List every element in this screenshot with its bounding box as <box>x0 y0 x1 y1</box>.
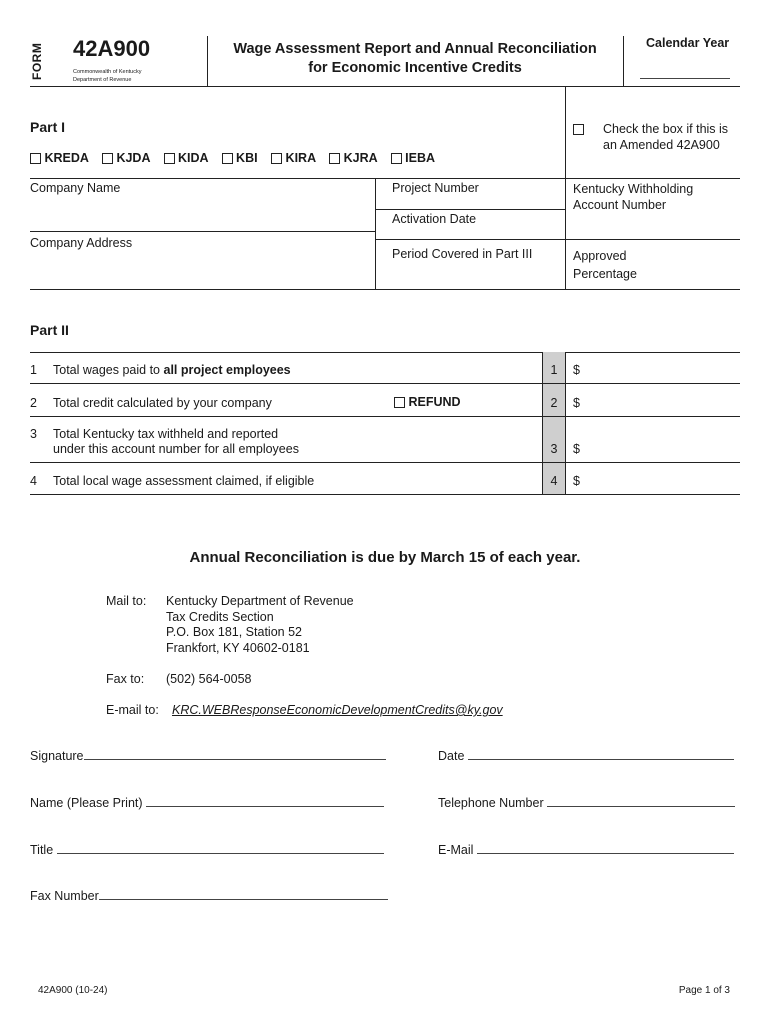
program-kjra[interactable]: KJRA <box>329 151 377 165</box>
amended-checkbox[interactable] <box>573 121 584 139</box>
part2-heading: Part II <box>30 322 69 338</box>
mail-label: Mail to: <box>106 594 147 608</box>
line-2-text: Total credit calculated by your company <box>53 396 272 410</box>
company-address-field[interactable] <box>30 250 375 288</box>
period-covered-label: Period Covered in Part III <box>392 247 533 261</box>
title-field[interactable]: Title <box>30 843 384 857</box>
email-field[interactable]: E-Mail <box>438 843 734 857</box>
program-kida[interactable]: KIDA <box>164 151 209 165</box>
program-ieba[interactable]: IEBA <box>391 151 435 165</box>
company-name-rule <box>30 231 375 232</box>
part2-top-rule <box>30 352 740 353</box>
signature-field[interactable]: Signature <box>30 749 386 763</box>
date-field[interactable]: Date <box>438 749 734 763</box>
email-label: E-mail to: <box>106 703 159 717</box>
withholding-label: Kentucky Withholding Account Number <box>573 182 694 212</box>
activation-date-rule <box>375 239 740 240</box>
fax-value: (502) 564-0058 <box>166 672 252 686</box>
program-kbi[interactable]: KBI <box>222 151 258 165</box>
line-2-rule <box>30 416 740 417</box>
part1-top-rule <box>30 178 740 179</box>
line-1-number: 1 <box>30 363 37 377</box>
line-2-box: 2 <box>542 384 566 416</box>
line-2-amount[interactable]: $ <box>573 396 580 410</box>
mail-address: Kentucky Department of Revenue Tax Credits Section P.O. Box 181, Station 52 Frankfort, KY 40602-0181 <box>166 594 354 655</box>
fax-number-field[interactable]: Fax Number <box>30 889 388 903</box>
company-name-field[interactable] <box>30 195 375 230</box>
line-3-number: 3 <box>30 427 37 441</box>
part1-right-divider <box>565 86 566 290</box>
page-number: Page 1 of 3 <box>678 985 730 996</box>
company-name-label: Company Name <box>30 181 121 195</box>
form-revision: 42A900 (10-24) <box>38 985 108 996</box>
form-word: FORM <box>30 42 44 80</box>
line-1-box: 1 <box>542 352 566 383</box>
line-2-number: 2 <box>30 396 37 410</box>
line-4-amount[interactable]: $ <box>573 474 580 488</box>
line-3-rule <box>30 462 740 463</box>
form-number: 42A900 <box>73 36 151 61</box>
line-3-box: 3 <box>542 417 566 462</box>
header-rule <box>30 86 740 87</box>
line-3-amount[interactable]: $ <box>573 442 580 456</box>
telephone-field[interactable]: Telephone Number <box>438 796 735 810</box>
refund-checkbox[interactable]: REFUND <box>394 395 461 409</box>
reconciliation-heading: Annual Reconciliation is due by March 15 of each year. <box>189 549 581 566</box>
line-1-amount[interactable]: $ <box>573 363 580 377</box>
line-1-rule <box>30 383 740 384</box>
line-3-text: Total Kentucky tax withheld and reported under this account number for all employees <box>53 427 299 456</box>
commonwealth-text: Commonwealth of Kentucky <box>73 69 142 75</box>
company-address-label: Company Address <box>30 236 133 250</box>
department-text: Department of Revenue <box>73 77 132 83</box>
program-checkboxes <box>30 151 435 165</box>
approved-percentage-label: Approved Percentage <box>573 249 637 281</box>
header-divider-right <box>623 36 624 86</box>
part1-heading: Part I <box>30 119 66 135</box>
amended-text: Check the box if this is an Amended 42A900 <box>603 122 729 152</box>
calendar-year-input[interactable] <box>640 66 730 79</box>
part1-mid-divider <box>375 178 376 290</box>
project-number-rule <box>375 209 565 210</box>
program-kira[interactable]: KIRA <box>271 151 316 165</box>
line-4-number: 4 <box>30 474 37 488</box>
part1-bottom-rule <box>30 289 740 290</box>
fax-label: Fax to: <box>106 672 145 686</box>
email-link[interactable]: KRC.WEBResponseEconomicDevelopmentCredits@ky.gov <box>172 703 503 717</box>
name-field[interactable]: Name (Please Print) <box>30 796 384 810</box>
line-4-rule <box>30 494 740 495</box>
project-number-label: Project Number <box>392 181 479 195</box>
activation-date-label: Activation Date <box>392 212 477 226</box>
form-title: Wage Assessment Report and Annual Reconciliation for Economic Incentive Credits <box>233 41 597 76</box>
program-kjda[interactable]: KJDA <box>102 151 150 165</box>
calendar-year-label: Calendar Year <box>646 36 730 50</box>
program-kreda[interactable]: KREDA <box>30 151 88 165</box>
line-1-text: Total wages paid to all project employees <box>53 363 291 377</box>
line-4-box: 4 <box>542 463 566 494</box>
line-4-text: Total local wage assessment claimed, if eligible <box>53 474 315 488</box>
